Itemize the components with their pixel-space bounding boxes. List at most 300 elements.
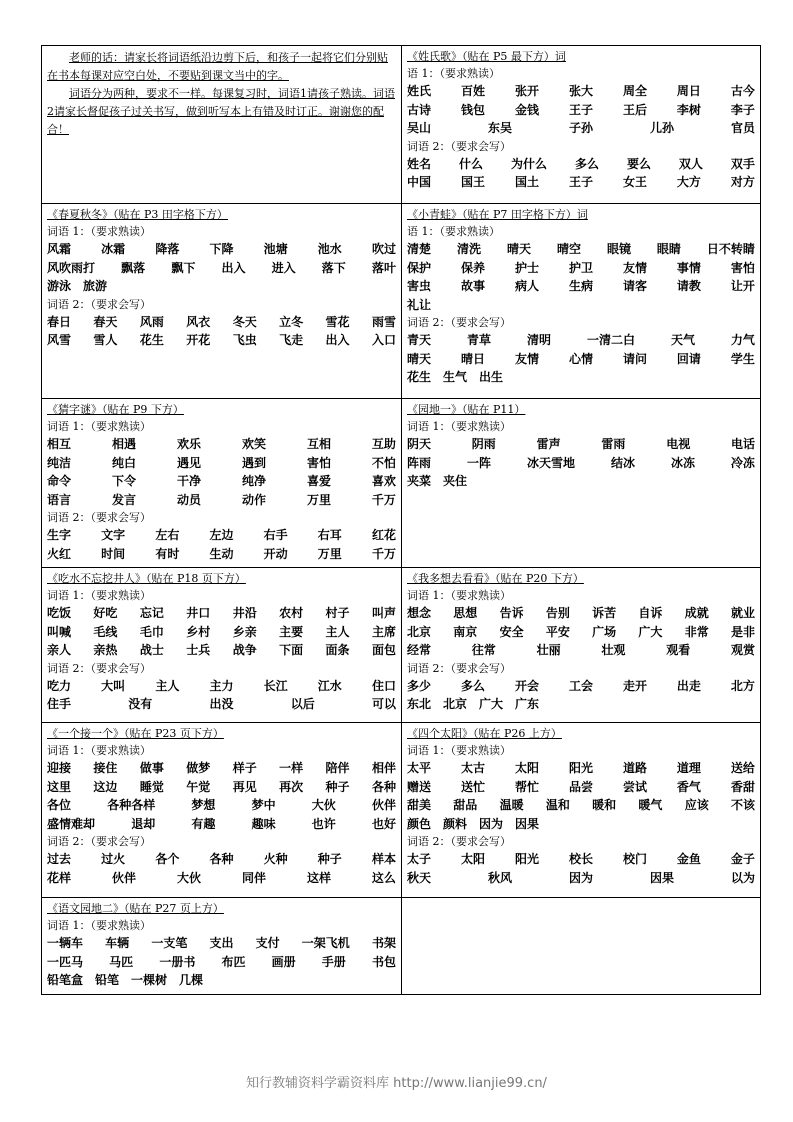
vocab-word: 出生 [479,370,504,384]
word-row [47,454,396,473]
vocab-word: 梦中 [251,798,276,812]
vocab-word: 游泳 [47,279,72,293]
vocab-word: 生气 [443,370,468,384]
vocab-word: 走开 [622,678,647,693]
vocab-word: 风吹雨打 [47,260,96,275]
vocab-word: 送忙 [460,779,485,794]
vocab-word: 就业 [730,606,755,620]
vocab-word: 相遇 [111,437,136,451]
vocab-word: 火种 [263,852,288,866]
word-row [407,119,755,138]
vocab-word: 命令 [47,474,72,488]
vocab-word: 清楚 [407,242,432,256]
section-label: 词语 1：（要求熟读） [47,919,151,932]
vocab-word: 青草 [466,333,491,347]
vocab-word: 落下 [321,260,346,275]
vocab-word: 各种 [209,852,234,866]
vocab-word: 乡村 [186,624,211,639]
vocab-word: 江水 [317,678,342,693]
vocab-word: 农村 [279,606,304,620]
vocab-word: 旅游 [83,279,108,293]
vocab-word: 结冰 [610,455,635,470]
vocab-word: 村子 [325,606,350,620]
vocab-word: 降落 [155,242,180,256]
vocab-word: 眼镜 [606,242,631,256]
vocab-word: 下面 [279,643,304,657]
lesson-title: 《吃水不忘挖井人》（贴在 P18 页下方） [47,572,246,585]
vocab-word: 开动 [263,546,288,561]
vocab-word: 主人 [325,624,350,639]
vocab-word: 夹菜 [407,474,432,488]
vocab-word: 过去 [47,852,72,866]
vocab-word: 冬天 [232,314,257,329]
vocab-word: 生病 [568,279,593,293]
vocab-word: 保护 [407,260,432,275]
vocab-word: 有时 [155,546,180,561]
word-row [407,641,755,660]
word-row [47,604,396,623]
vocab-word: 红花 [371,528,396,542]
vocab-word: 金子 [730,852,755,866]
vocab-word: 一样 [279,761,304,775]
vocab-word: 大伙 [311,798,336,812]
vocab-word: 校长 [568,852,593,866]
vocab-word: 为什么 [510,156,547,171]
vocab-word: 张大 [568,84,593,98]
vocab-word: 马匹 [109,954,134,969]
vocab-word: 支出 [209,936,234,950]
word-row [407,850,755,869]
vocab-word: 多么 [460,678,485,693]
vocab-word: 李树 [676,102,701,117]
word-row [47,331,396,350]
vocab-word: 吃饭 [47,606,72,620]
vocab-word: 友情 [622,260,647,275]
vocab-word: 王后 [622,102,647,117]
vocab-word: 暖和 [592,798,617,812]
vocab-word: 多少 [407,678,432,693]
vocab-word: 送给 [730,761,755,775]
word-row [47,545,396,564]
vocab-word: 吴山 [407,121,432,135]
vocab-word: 动员 [176,492,201,507]
vocab-word: 毛巾 [139,624,164,639]
vocab-word: 帮忙 [514,779,539,794]
word-row [47,491,396,510]
lesson-title: 《园地一》（贴在 P11） [407,403,526,416]
teacher-notice [47,49,396,139]
vocab-word: 力气 [730,333,755,347]
vocab-word: 一辆车 [47,936,84,950]
section-label: 词语 2：（要求会写） [407,139,511,153]
vocab-word: 雷雨 [601,437,626,451]
empty-cell [402,898,761,995]
section-label: 词语 1：（要求熟读） [47,744,151,757]
section-label: 词语 1：（要求熟读） [47,420,151,433]
vocab-word: 一支笔 [151,936,188,950]
vocab-word: 道路 [622,761,647,775]
lesson-title: 《小青蛙》（贴在 P7 田字格下方）词 [407,208,588,221]
vocab-word: 国土 [514,175,539,189]
vocab-word: 应该 [684,798,709,812]
section-label: 语 1：（要求熟读） [407,67,500,80]
section-label: 词语 2：（要求会写） [47,511,151,524]
lesson-title: 《姓氏歌》（贴在 P5 最下方）词 [407,50,566,63]
vocab-word: 花样 [47,870,72,885]
vocab-word: 生字 [47,528,72,542]
vocab-word: 因为 [479,816,504,831]
vocab-word: 睡觉 [139,779,164,794]
word-row [407,277,755,296]
vocab-word: 颜料 [443,816,468,831]
word-row [47,971,396,990]
vocab-word: 天气 [670,333,695,347]
vocab-word: 温暖 [499,798,524,812]
vocab-word: 右手 [263,528,288,542]
vocab-word: 有趣 [191,816,216,831]
vocab-word: 士兵 [186,643,211,657]
vocab-word: 周全 [622,84,647,98]
vocab-word: 铅笔 [95,973,120,987]
vocab-word: 保养 [460,260,485,275]
word-row [47,815,396,834]
vocab-word: 车辆 [105,936,130,950]
vocab-word: 回请 [676,351,701,366]
lesson-title: 《我多想去看看》（贴在 P20 下方） [407,572,584,585]
vocab-word: 电话 [730,437,755,451]
vocab-word: 这边 [93,779,118,794]
vocab-word: 面包 [371,643,396,657]
vocab-word: 互助 [371,437,396,451]
word-row [407,368,755,387]
vocab-word: 下降 [209,242,234,256]
notice-cell [42,46,402,204]
vocab-word: 中国 [407,175,432,189]
vocab-word: 各位 [47,798,72,812]
vocab-word: 好吃 [93,606,118,620]
vocab-word: 雪花 [325,314,350,329]
vocab-word: 大叫 [101,678,126,693]
lesson-title: 《四个太阳》（贴在 P26 上方） [407,727,562,740]
vocab-word: 校门 [622,852,647,866]
vocab-word: 想念 [407,606,432,620]
vocab-word: 吃力 [47,678,72,693]
vocab-word: 叫喊 [47,624,72,639]
vocab-word: 往常 [471,643,496,657]
word-row [407,331,755,350]
word-row [47,677,396,696]
vocab-word: 冰冻 [670,455,695,470]
vocab-word: 风霜 [47,242,72,256]
vocab-word: 要么 [626,156,651,171]
vocab-word: 夹住 [443,474,468,488]
vocab-word: 害怕 [306,455,331,470]
section-label: 词语 2：（要求会写） [407,835,511,848]
vocab-word: 颜色 [407,816,432,831]
vocab-word: 阴雨 [471,437,496,451]
vocab-word: 什么 [458,156,483,171]
vocab-word: 一匹马 [47,954,84,969]
vocab-word: 花生 [139,333,164,347]
vocab-word: 甜美 [407,798,432,812]
vocab-word: 飞走 [279,333,304,347]
vocab-word: 一棵树 [131,973,168,987]
vocab-word: 北方 [730,678,755,693]
word-row [47,953,396,972]
vocab-word: 观看 [666,643,691,657]
word-row [47,850,396,869]
vocab-word: 电视 [666,437,691,451]
vocab-word: 住口 [371,678,396,693]
vocab-word: 样本 [371,852,396,866]
section-label: 词语 1：（要求熟读） [407,744,511,757]
vocab-word: 发言 [111,492,136,507]
vocab-word: 张开 [514,84,539,98]
vocab-word: 长江 [263,678,288,693]
vocab-word: 火红 [47,546,72,561]
word-row [407,778,755,797]
word-row [407,155,755,174]
vocab-word: 晴日 [460,351,485,366]
vocab-word: 陪伴 [325,761,350,775]
vocab-word: 思想 [453,606,478,620]
vocab-word: 秋风 [487,870,512,885]
word-row [47,934,396,953]
vocab-word: 遇到 [241,455,266,470]
vocab-word: 铅笔盒 [47,973,84,987]
vocab-word: 壮观 [601,643,626,657]
lesson-cell [402,568,761,723]
word-row [47,526,396,545]
vocab-word: 甜品 [453,798,478,812]
vocab-word: 雪人 [93,333,118,347]
vocab-word: 阳光 [514,852,539,866]
word-row [47,695,396,714]
vocab-word: 纯净 [241,474,266,488]
footer-watermark: 知行教辅资料学霸资料库 http://www.lianjie99.cn/ [246,1076,547,1091]
word-row [407,869,755,888]
vocab-word: 温和 [545,798,570,812]
vocab-word: 国王 [460,175,485,189]
section-label: 语 1：（要求熟读） [407,225,500,238]
vocab-word: 一阵 [466,455,491,470]
vocab-word: 飘落 [121,260,146,275]
vocab-word: 战士 [139,643,164,657]
word-row [47,277,396,296]
vocab-word: 阳光 [568,761,593,775]
vocab-word: 秋天 [407,870,432,885]
section-label: 词语 2：（要求会写） [47,835,151,848]
vocab-word: 书架 [371,936,396,950]
vocab-word: 告别 [545,606,570,620]
vocab-word: 也许 [311,816,336,831]
word-row [407,350,755,369]
vocab-word: 伙伴 [111,870,136,885]
vocab-word: 趣味 [251,816,276,831]
word-row [407,259,755,278]
vocab-word: 因果 [649,870,674,885]
vocab-word: 喜欢 [371,474,396,488]
vocab-word: 忘记 [139,606,164,620]
vocab-word: 出入 [221,260,246,275]
vocab-word: 吹过 [371,242,396,256]
vocab-word: 暖气 [638,798,663,812]
vocab-word: 花生 [407,370,432,384]
vocab-word: 欢笑 [241,437,266,451]
vocab-word: 做事 [139,761,164,775]
vocab-word: 故事 [460,279,485,293]
vocab-word: 古诗 [407,102,432,117]
vocab-word: 太阳 [460,852,485,866]
vocab-word: 这样 [306,870,331,885]
vocab-word: 东北 [407,697,432,711]
vocab-word: 品尝 [568,779,593,794]
vocab-word: 开会 [514,678,539,693]
word-row [47,313,396,332]
vocab-word: 非常 [684,624,709,639]
lesson-cell [42,399,402,568]
vocab-word: 以后 [290,697,315,711]
vocab-word: 子孙 [568,121,593,135]
vocab-word: 住手 [47,697,72,711]
vocab-word: 出入 [325,333,350,347]
word-row [407,435,755,454]
vocab-word: 飘下 [171,260,196,275]
vocab-word: 对方 [730,175,755,189]
vocab-word: 阵雨 [407,455,432,470]
vocab-word: 告诉 [499,606,524,620]
vocab-word: 退却 [131,816,156,831]
section-label: 词语 1：（要求熟读） [407,589,511,602]
vocab-word: 画册 [271,954,296,969]
vocab-word: 因果 [515,816,540,831]
word-row [407,173,755,192]
vocab-word: 落叶 [371,260,396,275]
vocab-word: 井口 [186,606,211,620]
word-row [407,695,755,714]
notice-paragraph-2: 词语分为两种，要求不一样。每课复习时，词语1请孩子熟读。词语2请家长督促孩子过关书写，做到听写本上有错及时订正。谢谢您的配合！ [47,87,395,136]
vocab-word: 安全 [499,624,524,639]
vocab-word: 广大 [479,697,504,711]
vocab-word: 因为 [568,870,593,885]
vocab-word: 一清二白 [586,333,635,347]
vocab-word: 阴天 [407,437,432,451]
vocab-word: 王子 [568,175,593,189]
word-row [407,815,755,834]
section-label: 词语 1：（要求熟读） [407,420,511,433]
vocab-word: 动作 [241,492,266,507]
vocab-word: 风雪 [47,333,72,347]
vocab-word: 双人 [678,156,703,171]
vocab-word: 接住 [93,761,118,775]
vocab-word: 出走 [676,678,701,693]
vocab-word: 冰天雪地 [526,455,575,470]
vocab-word: 欢乐 [176,437,201,451]
vocab-word: 同伴 [241,870,266,885]
word-row [407,454,755,473]
vocab-word: 广东 [515,697,540,711]
vocab-word: 冰霜 [101,242,126,256]
vocab-word: 尝试 [622,779,647,794]
vocab-word: 赠送 [407,779,432,794]
vocab-word: 周日 [676,84,701,98]
vocab-word: 这么 [371,870,396,885]
vocab-word: 官员 [730,121,755,135]
word-row [47,623,396,642]
vocab-word: 香气 [676,779,701,794]
vocab-word: 东吴 [487,121,512,135]
vocab-word: 害虫 [407,279,432,293]
vocab-word: 春天 [93,314,118,329]
vocab-word: 是非 [730,624,755,639]
vocab-word: 金钱 [514,102,539,117]
vocab-word: 飞虫 [232,333,257,347]
vocab-word: 语言 [47,492,72,507]
vocab-word: 千万 [371,492,396,507]
word-row [407,472,755,491]
word-row [47,869,396,888]
vocab-word: 进入 [271,260,296,275]
vocab-word: 过火 [101,852,126,866]
vocab-word: 毛线 [93,624,118,639]
vocab-word: 午觉 [186,779,211,794]
lesson-cell [42,568,402,723]
vocab-word: 书包 [371,954,396,969]
vocab-word: 梦想 [191,798,216,812]
vocab-word: 样子 [232,761,257,775]
word-row [47,759,396,778]
vocab-word: 不怕 [371,455,396,470]
vocab-word: 手册 [321,954,346,969]
vocab-word: 礼让 [407,297,432,312]
vocab-word: 雷声 [536,437,561,451]
vocab-word: 成就 [684,606,709,620]
vocab-word: 万里 [317,546,342,561]
word-row [47,796,396,815]
vocab-word: 请教 [676,279,701,293]
lesson-cell [402,399,761,568]
vocab-word: 经常 [407,643,432,657]
vocab-word: 纯白 [111,455,136,470]
vocab-word: 病人 [514,279,539,293]
vocab-word: 时间 [101,546,126,561]
vocab-word: 晴空 [556,242,581,256]
vocab-word: 金鱼 [676,852,701,866]
vocab-word: 主席 [371,624,396,639]
vocab-word: 亲热 [93,643,118,657]
vocab-word: 道理 [676,761,701,775]
vocab-word: 晴天 [506,242,531,256]
word-row [407,101,755,120]
vocab-word: 自诉 [638,606,663,620]
vocab-word: 再见 [232,779,257,794]
vocab-word: 护卫 [568,260,593,275]
vocab-word: 池塘 [263,242,288,256]
notice-paragraph-1: 老师的话：请家长将词语纸沿边剪下后，和孩子一起将它们分别贴在书本每课对应空白处，不要贴到课文当中的字。 [47,51,388,82]
vocab-word: 事情 [676,260,701,275]
lesson-cell [42,898,402,995]
vocab-word: 迎接 [47,761,72,775]
vocab-word: 清明 [526,333,551,347]
vocab-word: 做梦 [186,761,211,775]
vocab-word: 青天 [407,333,432,347]
lesson-title: 《一个接一个》（贴在 P23 页下方） [47,727,224,740]
vocab-word: 没有 [128,697,153,711]
vocab-word: 互相 [306,437,331,451]
vocab-word: 工会 [568,678,593,693]
vocab-word: 以为 [730,870,755,885]
word-row [407,82,755,101]
